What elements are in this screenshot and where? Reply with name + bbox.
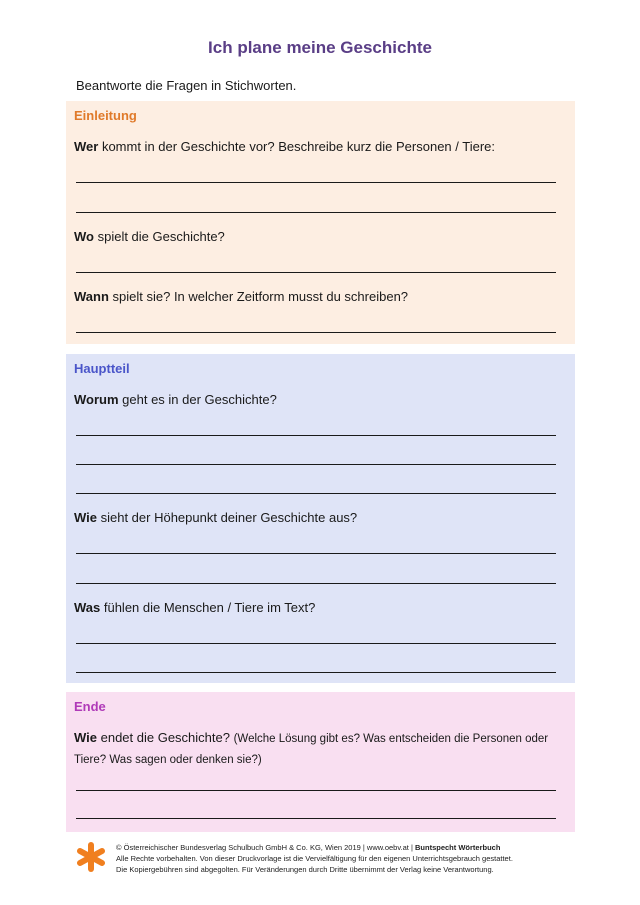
- section-einleitung: [66, 101, 575, 344]
- answer-line[interactable]: [76, 818, 556, 819]
- question-text: spielt sie? In welcher Zeitform musst du schreiben?: [108, 289, 409, 304]
- question-text: spielt die Geschichte?: [93, 229, 225, 244]
- question-wer: [74, 137, 557, 157]
- answer-line[interactable]: [76, 493, 556, 494]
- question-keyword: Wo: [74, 229, 94, 244]
- footer-line-3: Die Kopiergebühren sind abgegolten. Für Veränderungen durch Dritte übernimmt der Verlag keine Verantwortung.: [116, 865, 494, 874]
- question-text: fühlen die Menschen / Tiere im Text?: [100, 600, 316, 615]
- instructions: Beantworte die Fragen in Stichworten.: [76, 78, 297, 93]
- answer-line[interactable]: [76, 464, 556, 465]
- answer-line[interactable]: [76, 583, 556, 584]
- answer-line[interactable]: [76, 182, 556, 183]
- question-worum: [74, 390, 557, 410]
- question-keyword: Wie: [74, 510, 97, 525]
- question-keyword: Wer: [74, 139, 99, 154]
- answer-line[interactable]: [76, 553, 556, 554]
- footer-line-1: [116, 842, 513, 853]
- page-title: Ich plane meine Geschichte: [208, 38, 432, 57]
- question-text: kommt in der Geschichte vor? Beschreibe kurz die Personen / Tiere:: [98, 139, 496, 154]
- answer-line[interactable]: [76, 435, 556, 436]
- question-was: [74, 598, 557, 618]
- footer-line-2: Alle Rechte vorbehalten. Von dieser Druckvorlage ist die Vervielfältigung für den eigenen Unterrichtsgebrauch gestattet.: [116, 854, 513, 863]
- question-wie-ende: [74, 728, 557, 770]
- question-text: geht es in der Geschichte?: [118, 392, 277, 407]
- question-keyword: Was: [74, 600, 101, 615]
- copyright-footer: [116, 842, 513, 875]
- question-text: endet die Geschichte?: [97, 730, 234, 745]
- question-wo: [74, 227, 557, 247]
- question-keyword: Wann: [74, 289, 109, 304]
- book-title: Buntspecht Wörterbuch: [415, 843, 501, 852]
- answer-line[interactable]: [76, 643, 556, 644]
- answer-line[interactable]: [76, 212, 556, 213]
- question-note: (Welche Lösung gibt es? Was entscheiden die Personen oder Tiere? Was sagen oder denken sie?): [74, 733, 549, 766]
- question-keyword: Wie: [74, 730, 97, 745]
- copyright-text: © Österreichischer Bundesverlag Schulbuch GmbH & Co. KG, Wien 2019 | www.oebv.at |: [116, 843, 415, 852]
- answer-line[interactable]: [76, 272, 556, 273]
- section-heading-ende: Ende: [74, 699, 106, 714]
- asterisk-logo-icon: [76, 842, 106, 872]
- section-heading-einleitung: Einleitung: [74, 108, 137, 123]
- question-wie-hoehepunkt: [74, 508, 557, 528]
- question-wann: [74, 287, 557, 307]
- answer-line[interactable]: [76, 332, 556, 333]
- section-hauptteil: [66, 354, 575, 683]
- answer-line[interactable]: [76, 672, 556, 673]
- question-text: sieht der Höhepunkt deiner Geschichte aus?: [97, 510, 358, 525]
- question-keyword: Worum: [74, 392, 119, 407]
- section-ende: [66, 692, 575, 832]
- section-heading-hauptteil: Hauptteil: [74, 361, 130, 376]
- answer-line[interactable]: [76, 790, 556, 791]
